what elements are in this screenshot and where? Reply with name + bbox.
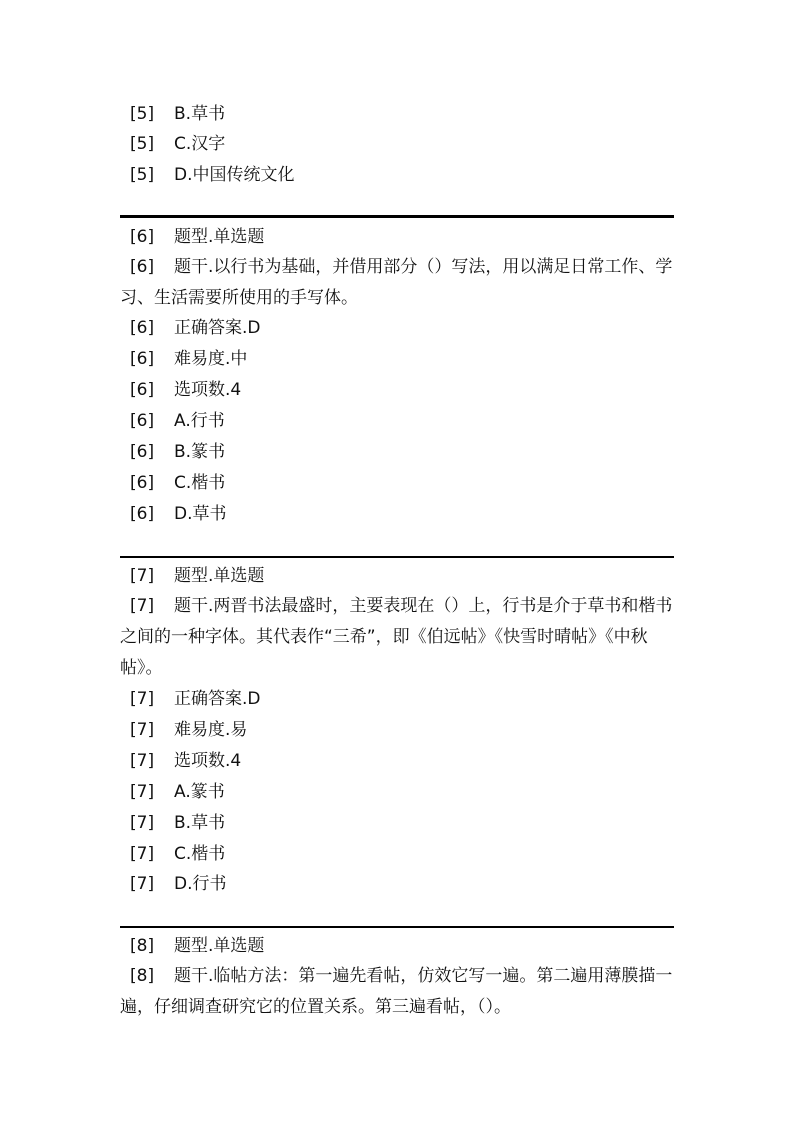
option-text: A.篆书 — [174, 782, 225, 802]
option-text: B.草书 — [174, 104, 226, 124]
q6-option-count — [130, 379, 241, 401]
q7-type — [130, 565, 264, 587]
question-number: [7] — [130, 751, 155, 771]
question-number: [7] — [130, 596, 155, 616]
question-number: [8] — [130, 966, 155, 986]
question-number: [5] — [130, 104, 155, 124]
section-divider — [120, 215, 674, 218]
question-number: [7] — [130, 720, 155, 740]
q7-difficulty — [130, 719, 247, 741]
option-text: C.楷书 — [174, 473, 226, 493]
option-text: D.行书 — [174, 874, 227, 894]
q5-option-b — [130, 103, 225, 125]
question-number: [5] — [130, 165, 155, 185]
q7-option-a — [130, 781, 225, 803]
question-number: [6] — [130, 442, 155, 462]
q7-answer — [130, 688, 261, 710]
q6-option-d — [130, 503, 227, 525]
question-number: [8] — [130, 936, 155, 956]
question-number: [6] — [130, 411, 155, 431]
question-type: 题型.单选题 — [174, 227, 265, 247]
q6-stem — [120, 252, 676, 314]
q7-option-c — [130, 843, 225, 865]
difficulty: 难易度.易 — [174, 720, 248, 740]
difficulty: 难易度.中 — [174, 349, 248, 369]
option-text: D.中国传统文化 — [174, 165, 295, 185]
q6-option-a — [130, 410, 225, 432]
option-count: 选项数.4 — [174, 751, 242, 771]
question-stem: 题干.临帖方法：第一遍先看帖，仿效它写一遍。第二遍用薄膜描一遍，仔细调查研究它的位置关系。第三遍看帖，（）。 — [120, 966, 673, 1017]
question-number: [7] — [130, 813, 155, 833]
option-text: C.汉字 — [174, 134, 226, 154]
option-count: 选项数.4 — [174, 380, 242, 400]
question-number: [6] — [130, 504, 155, 524]
correct-answer: 正确答案.D — [174, 689, 261, 709]
question-number: [7] — [130, 782, 155, 802]
q5-option-c — [130, 133, 225, 155]
question-number: [6] — [130, 380, 155, 400]
q8-type — [130, 935, 264, 957]
question-type: 题型.单选题 — [174, 936, 265, 956]
question-stem: 题干.以行书为基础，并借用部分（）写法，用以满足日常工作、学习、生活需要所使用的手写体。 — [120, 257, 673, 308]
q7-option-b — [130, 812, 225, 834]
question-number: [6] — [130, 318, 155, 338]
q6-option-c — [130, 472, 225, 494]
option-text: B.篆书 — [174, 442, 226, 462]
question-number: [6] — [130, 257, 155, 277]
q6-option-b — [130, 441, 225, 463]
question-number: [5] — [130, 134, 155, 154]
question-number: [7] — [130, 874, 155, 894]
q7-option-d — [130, 873, 227, 895]
question-type: 题型.单选题 — [174, 566, 265, 586]
option-text: D.草书 — [174, 504, 227, 524]
q7-stem — [120, 591, 676, 684]
question-number: [6] — [130, 349, 155, 369]
q8-stem — [120, 961, 676, 1023]
correct-answer: 正确答案.D — [174, 318, 261, 338]
option-text: B.草书 — [174, 813, 226, 833]
option-text: C.楷书 — [174, 844, 226, 864]
section-divider — [120, 926, 674, 928]
question-number: [6] — [130, 473, 155, 493]
question-number: [7] — [130, 566, 155, 586]
q6-difficulty — [130, 348, 247, 370]
option-text: A.行书 — [174, 411, 225, 431]
question-number: [7] — [130, 844, 155, 864]
section-divider — [120, 556, 674, 558]
question-number: [7] — [130, 689, 155, 709]
q5-option-d — [130, 164, 295, 186]
q6-type — [130, 226, 264, 248]
question-number: [6] — [130, 227, 155, 247]
q6-answer — [130, 317, 261, 339]
question-stem: 题干.两晋书法最盛时，主要表现在（）上，行书是介于草书和楷书之间的一种字体。其代表作“三希”，即《伯远帖》《快雪时晴帖》《中秋帖》。 — [120, 596, 673, 678]
q7-option-count — [130, 750, 241, 772]
